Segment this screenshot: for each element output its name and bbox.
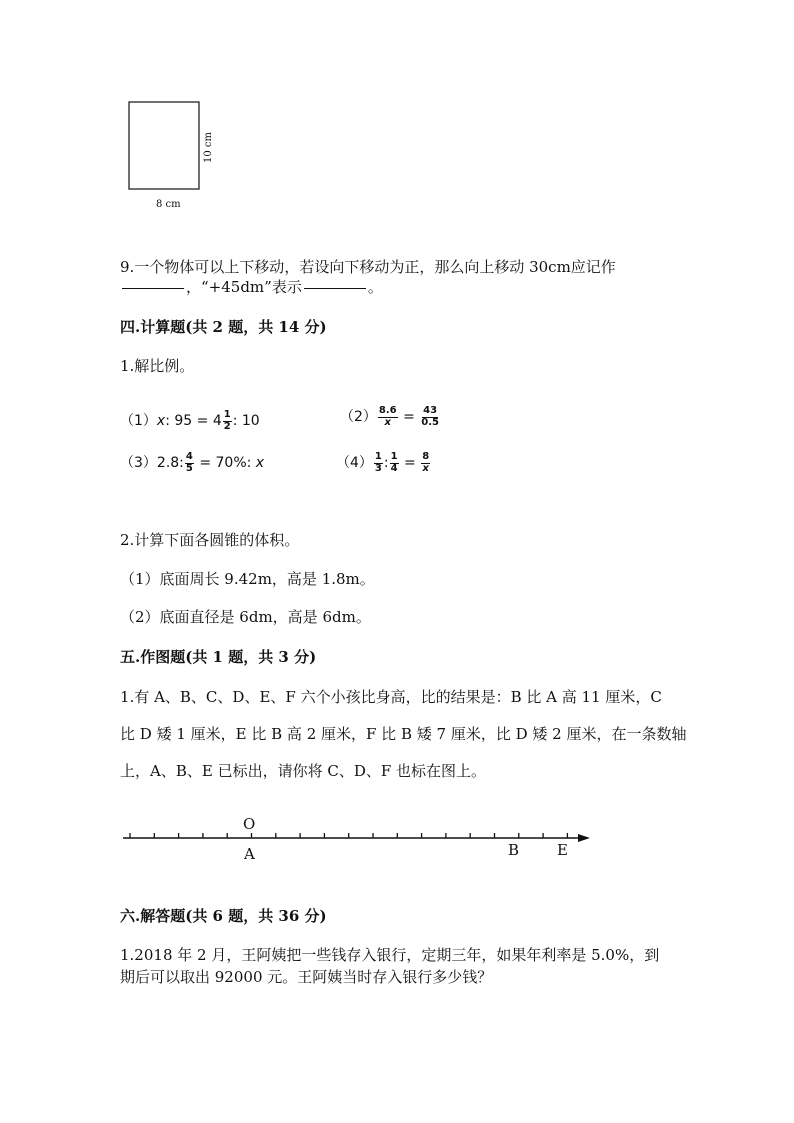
eq2-equals: = xyxy=(403,409,415,425)
point-b-label: B xyxy=(508,841,520,859)
eq1-label: （1） xyxy=(120,413,157,429)
origin-label: O xyxy=(243,815,256,833)
s6-q1-line1: 1.2018 年 2 月，王阿姨把一些钱存入银行，定期三年，如果年利率是 5.0%，到 xyxy=(120,946,660,964)
eq2-fraction-left: $\frac{8.6}{x}$ xyxy=(378,405,397,428)
equation-1 xyxy=(120,410,260,432)
height-label: 10 cm xyxy=(203,132,214,163)
s5-q1-line3: 上，A、B、E 已标出，请你将 C、D、F 也标在图上。 xyxy=(120,762,487,780)
point-a-label: A xyxy=(244,845,255,863)
s4-q2-part1: （1）底面周长 9.42m，高是 1.8m。 xyxy=(120,570,375,588)
eq1-fraction: $\frac{1}{2}$ xyxy=(223,409,231,432)
eq1-text-b: : 10 xyxy=(232,413,260,429)
eq2-label: （2） xyxy=(340,409,377,425)
q9-end-text: 。 xyxy=(367,278,383,296)
number-line xyxy=(115,810,595,865)
eq3-text-a: 2.8: xyxy=(156,455,184,471)
eq4-fraction-2: $\frac{1}{4}$ xyxy=(390,451,398,474)
section-6-title: 六.解答题(共 6 题，共 36 分) xyxy=(120,907,327,925)
section-5-title: 五.作图题(共 1 题，共 3 分) xyxy=(120,648,317,666)
eq3-label: （3） xyxy=(120,455,157,471)
eq3-text-b: = 70%: xyxy=(194,455,256,471)
eq4-colon: : xyxy=(383,455,389,471)
equation-2 xyxy=(340,406,441,428)
question-9-line2 xyxy=(120,276,383,297)
section-4-title: 四.计算题(共 2 题，共 14 分) xyxy=(120,318,327,336)
eq4-fraction-1: $\frac{1}{3}$ xyxy=(374,451,382,474)
s4-q2-title: 2.计算下面各圆锥的体积。 xyxy=(120,531,300,549)
s5-q1-line2: 比 D 矮 1 厘米，E 比 B 高 2 厘米，F 比 B 矮 7 厘米，比 D 矮 2 厘米，在一条数轴 xyxy=(120,725,687,743)
question-9-line1: 9.一个物体可以上下移动，若设向下移动为正，那么向上移动 30cm应记作 xyxy=(120,258,616,276)
eq3-fraction: $\frac{4}{5}$ xyxy=(185,451,193,474)
answer-blank-1[interactable] xyxy=(122,288,184,289)
eq4-label: （4） xyxy=(336,455,373,471)
equation-3 xyxy=(120,452,264,474)
width-label: 8 cm xyxy=(156,199,181,210)
q9-mid-text: ，“+45dm”表示 xyxy=(186,278,302,296)
eq1-var: x xyxy=(156,413,166,429)
point-e-label: E xyxy=(557,841,568,859)
eq4-equals: = xyxy=(404,455,416,471)
rectangle-shape xyxy=(129,102,199,189)
equation-4 xyxy=(336,452,431,474)
eq3-var: x xyxy=(255,455,265,471)
s4-q1-title: 1.解比例。 xyxy=(120,357,195,375)
s5-q1-line1: 1.有 A、B、C、D、E、F 六个小孩比身高，比的结果是：B 比 A 高 11 厘米，C xyxy=(120,688,662,706)
answer-blank-2[interactable] xyxy=(304,288,366,289)
s6-q1-line2: 期后可以取出 92000 元。王阿姨当时存入银行多少钱？ xyxy=(120,968,493,986)
rectangle-figure xyxy=(120,95,230,215)
eq1-text-a: : 95 = 4 xyxy=(165,413,222,429)
eq4-fraction-3: $\frac{8}{x}$ xyxy=(422,451,430,474)
s4-q2-part2: （2）底面直径是 6dm，高是 6dm。 xyxy=(120,608,371,626)
eq2-fraction-right: $\frac{43}{0.5}$ xyxy=(421,405,439,428)
axis-arrow xyxy=(578,834,590,842)
